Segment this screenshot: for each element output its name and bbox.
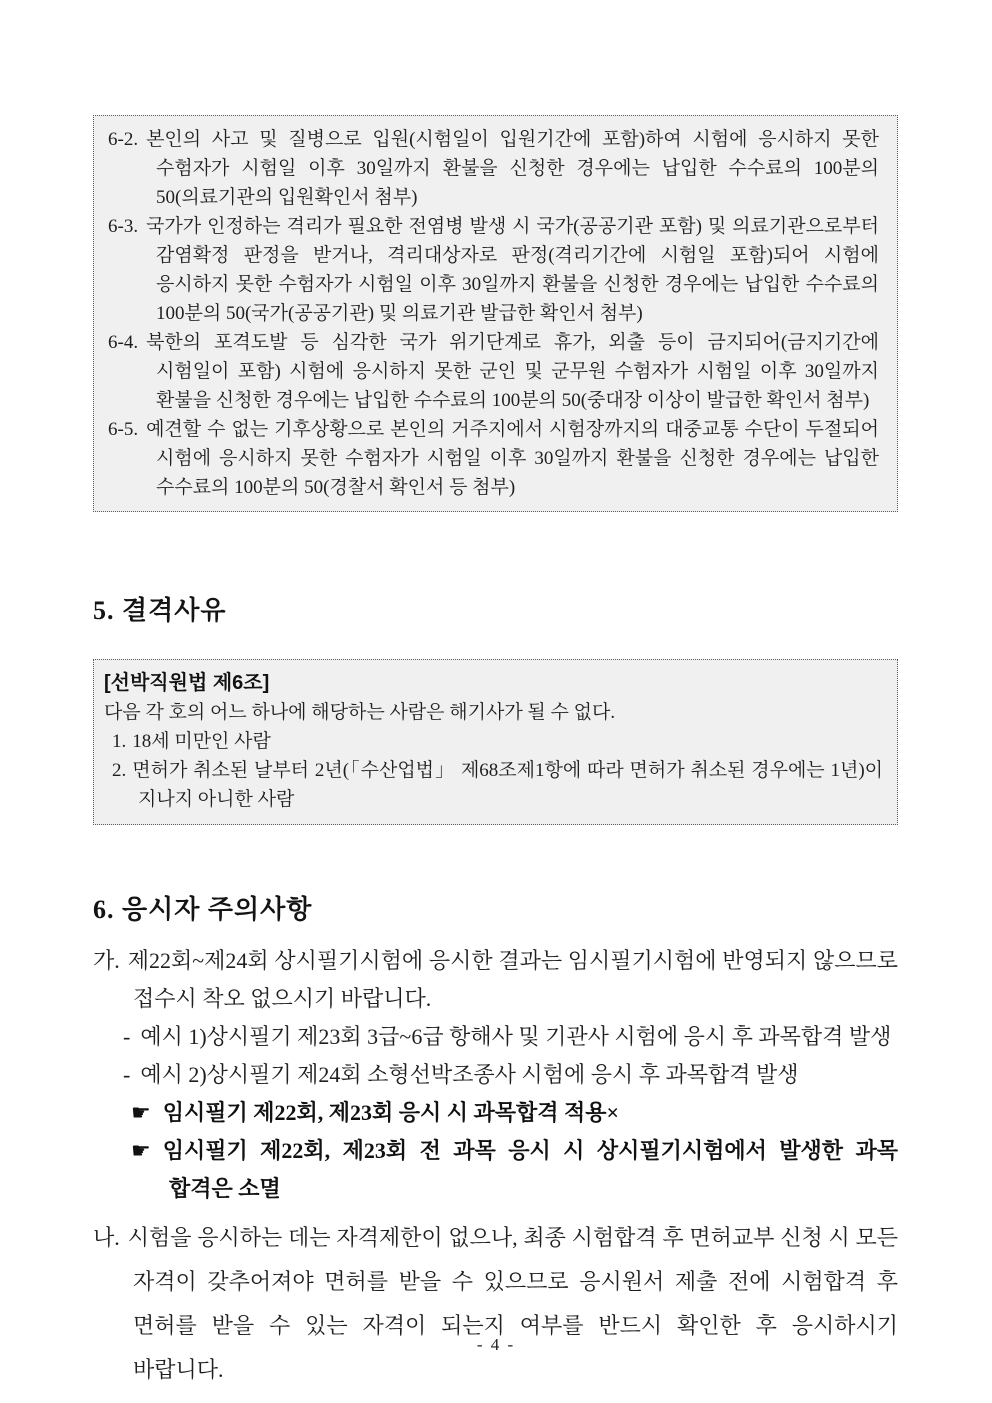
notice-item-number: 나. (93, 1225, 120, 1250)
refund-item-6-5 (108, 415, 879, 502)
refund-item-number: 6-4. (108, 332, 139, 353)
example-item-1 (93, 1018, 898, 1056)
pointing-hand-icon: ☛ (131, 1100, 151, 1125)
law-item-text: 18세 미만인 사람 (132, 731, 271, 752)
notice-item-number: 가. (93, 948, 120, 973)
pointer-note-1 (93, 1094, 898, 1132)
law-article-box (93, 659, 898, 825)
dash-bullet: - (123, 1062, 131, 1087)
refund-item-text: 예견할 수 없는 기후상황으로 본인의 거주지에서 시험장까지의 대중교통 수단이 두절되어 시험에 응시하지 못한 수험자가 시험일 이후 30일까지 환불을 신청한 경우에는 납입한 수수료의 100분의 50(경찰서 확인서 등 첨부) (146, 419, 879, 498)
law-item-2 (104, 756, 883, 814)
pointer-note-text: 임시필기 제22회, 제23회 응시 시 과목합격 적용× (162, 1100, 620, 1125)
refund-item-number: 6-5. (108, 419, 139, 440)
refund-item-text: 본인의 사고 및 질병으로 입원(시험일이 입원기간에 포함)하여 시험에 응시하지 못한 수험자가 시험일 이후 30일까지 환불을 신청한 경우에는 납입한 수수료의 100분의 50(의료기관의 입원확인서 첨부) (146, 129, 879, 208)
law-box-intro: 다음 각 호의 어느 하나에 해당하는 사람은 해기사가 될 수 없다. (104, 702, 616, 723)
law-box-title: [선박직원법 제6조] (104, 672, 270, 694)
page-number: - 4 - (476, 1335, 516, 1354)
law-item-text: 면허가 취소된 날부터 2년(「수산업법」 제68조제1항에 따라 면허가 취소된 경우에는 1년)이 지나지 아니한 사람 (132, 760, 883, 810)
pointing-hand-icon: ☛ (131, 1138, 151, 1163)
dash-bullet: - (123, 1024, 131, 1049)
notice-item-text: 제22회~제24회 상시필기시험에 응시한 결과는 임시필기시험에 반영되지 않으므로 접수시 착오 없으시기 바랍니다. (127, 948, 898, 1011)
notice-item-na (93, 1216, 898, 1392)
example-item-2 (93, 1056, 898, 1094)
law-item-number: 2. (112, 760, 127, 781)
refund-item-6-4 (108, 328, 879, 415)
refund-item-6-3 (108, 212, 879, 328)
section-5-heading: 5. 결격사유 (93, 596, 227, 625)
law-item-1 (104, 727, 883, 756)
refund-item-text: 국가가 인정하는 격리가 필요한 전염병 발생 시 국가(공공기관 포함) 및 의료기관으로부터 감염확정 판정을 받거나, 격리대상자로 판정(격리기간에 시험일 포함)되어 시험에 응시하지 못한 수험자가 시험일 이후 30일까지 환불을 신청한 경우에는 납입한 수수료의 100분의 50(국가(공공기관) 및 의료기관 발급한 확인서 첨부) (146, 216, 879, 324)
refund-item-number: 6-3. (108, 216, 139, 237)
pointer-note-2 (93, 1132, 898, 1208)
law-item-number: 1. (112, 731, 127, 752)
notice-item-ga (93, 942, 898, 1018)
section-6-heading: 6. 응시자 주의사항 (93, 895, 313, 924)
notice-item-text: 시험을 응시하는 데는 자격제한이 없으나, 최종 시험합격 후 면허교부 신청 시 모든 자격이 갖추어져야 면허를 받을 수 있으므로 응시원서 제출 전에 시험합격 후 면허를 받을 수 있는 자격이 되는지 여부를 반드시 확인한 후 응시하시기 바랍니다. (127, 1225, 898, 1382)
refund-policy-box (93, 115, 898, 512)
refund-item-text: 북한의 포격도발 등 심각한 국가 위기단계로 휴가, 외출 등이 금지되어(금지기간에 시험일이 포함) 시험에 응시하지 못한 군인 및 군무원 수험자가 시험일 이후 30일까지 환불을 신청한 경우에는 납입한 수수료의 100분의 50(중대장 이상이 발급한 확인서 첨부) (146, 332, 879, 411)
example-text: 예시 1)상시필기 제23회 3급~6급 항해사 및 기관사 시험에 응시 후 과목합격 발생 (140, 1024, 892, 1049)
section-6-body (93, 942, 898, 1392)
refund-item-number: 6-2. (108, 129, 139, 150)
refund-item-6-2 (108, 125, 879, 212)
pointer-note-text: 임시필기 제22회, 제23회 전 과목 응시 시 상시필기시험에서 발생한 과목 합격은 소멸 (162, 1138, 898, 1201)
example-text: 예시 2)상시필기 제24회 소형선박조종사 시험에 응시 후 과목합격 발생 (140, 1062, 799, 1087)
